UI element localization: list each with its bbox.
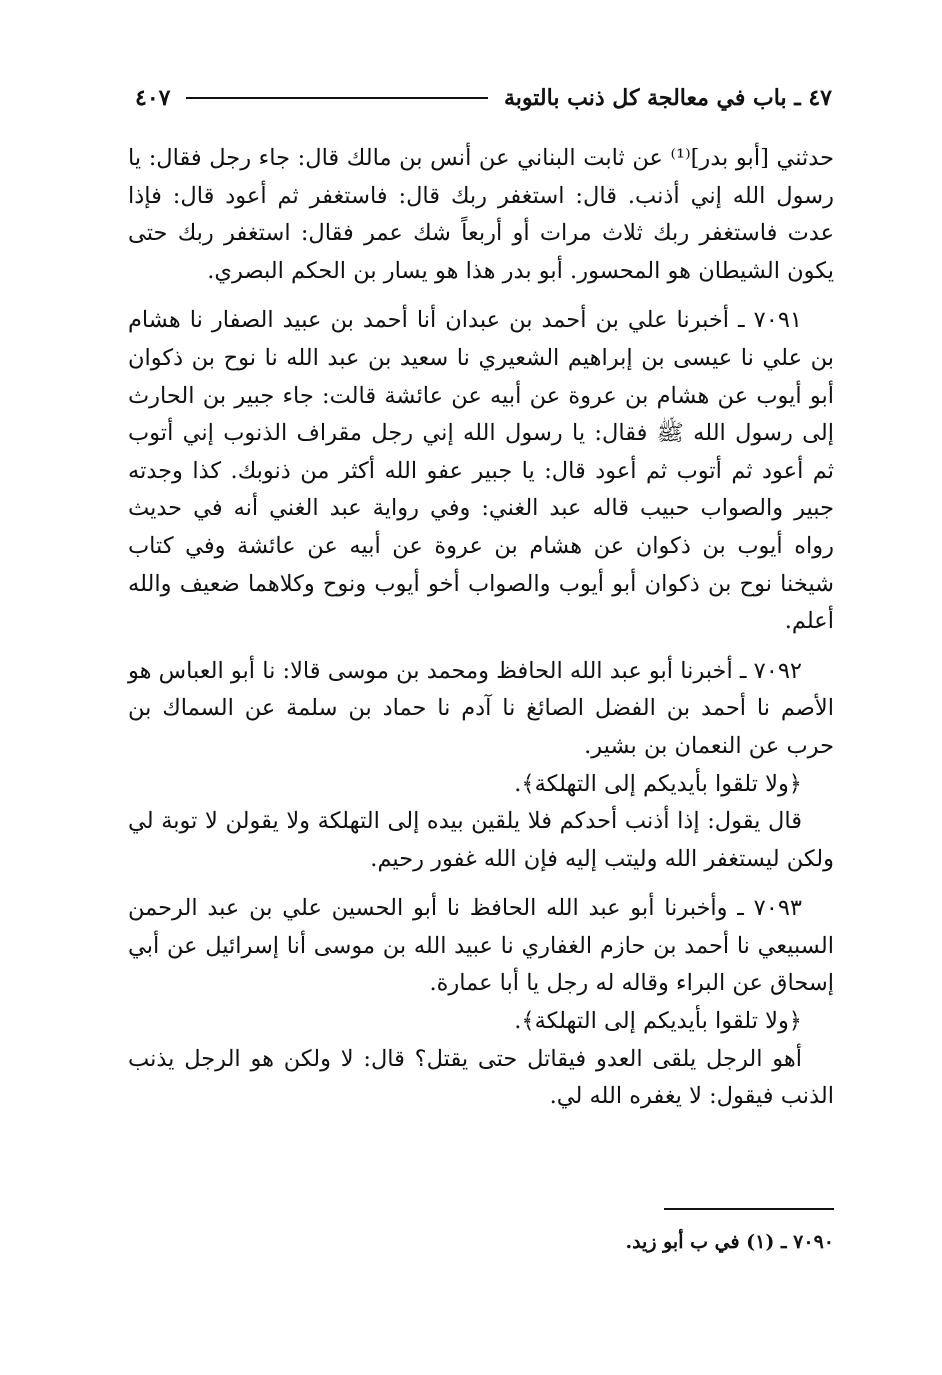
running-header — [135, 78, 832, 118]
chapter-title: ٤٧ ـ باب في معالجة كل ذنب بالتوبة — [504, 85, 832, 111]
paragraph-commentary: قال يقول: إذا أذنب أحدكم فلا يلقين بيده إلى التهلكة ولا يقولن لا توبة لي ولكن ليستغفر الله وليتب إليه فإن الله غفور رحيم. — [128, 808, 834, 872]
quran-verse: ﴿ولا تلقوا بأيديكم إلى التهلكة﴾. — [514, 770, 802, 797]
header-rule — [186, 97, 488, 99]
hadith-7092: ٧٠٩٢ ـ أخبرنا أبو عبد الله الحافظ ومحمد بن موسى قالا: نا أبو العباس هو الأصم نا أحمد بن الفضل الصائغ نا آدم نا حماد بن سلمة عن السماك بن حرب عن النعمان بن بشير. — [128, 657, 834, 759]
hadith-7091: ٧٠٩١ ـ أخبرنا علي بن أحمد بن عبدان أنا أحمد بن عبيد الصفار نا هشام بن علي نا عيسى بن إبراهيم الشعيري نا سعيد بن عبد الله نا نوح بن ذكوان أبو أيوب عن هشام بن عروة عن أبيه عن عائشة قالت: جاء جبير بن الحارث إلى رسول الله ﷺ فقال: يا رسول الله إني رجل مقراف الذنوب إني أتوب ثم أعود ثم أتوب ثم أعود قال: يا جبير عفو الله أكثر من ذنوبك. كذا وجدته جبير والصواب حبيب قاله عبد الغني: وفي رواية عبد الغني أنه في حديث رواه أيوب بن ذكوان عن هشام بن عروة عن أبيه عن عائشة وفي كتاب شيخنا نوح بن ذكوان أبو أيوب والصواب أخو أيوب ونوح وكلاهما ضعيف والله أعلم. — [128, 307, 834, 635]
paragraph-commentary: أهو الرجل يلقى العدو فيقاتل حتى يقتل؟ قال: لا ولكن هو الرجل يذنب الذنب فيقول: لا يغفره الله لي. — [128, 1045, 834, 1110]
footnote-separator — [664, 1208, 834, 1210]
quran-verse: ﴿ولا تلقوا بأيديكم إلى التهلكة﴾. — [514, 1008, 802, 1035]
paragraph-continuation: حدثني [أبو بدر]⁽¹⁾ عن ثابت البناني عن أنس بن مالك قال: جاء رجل فقال: يا رسول الله إني أذنب. قال: استغفر ربك قال: فاستغفر ثم أعود قال: فإذا عدت فاستغفر ربك ثلاث مرات أو أربعاً شك عمر فقال: استغفر ربك حتى يكون الشيطان هو المحسور. أبو بدر هذا هو يسار بن الحكم البصري. — [128, 145, 834, 284]
page-number: ٤٠٧ — [135, 85, 171, 111]
footnote: ٧٠٩٠ ـ (١) في ب أبو زيد. — [625, 1231, 834, 1253]
main-text — [128, 140, 834, 1116]
hadith-7093: ٧٠٩٣ ـ وأخبرنا أبو عبد الله الحافظ نا أبو الحسين علي بن عبد الرحمن السبيعي نا أحمد بن حازم الغفاري نا عبيد الله بن موسى أنا إسرائيل عن أبي إسحاق عن البراء وقاله له رجل يا أبا عمارة. — [128, 895, 834, 997]
